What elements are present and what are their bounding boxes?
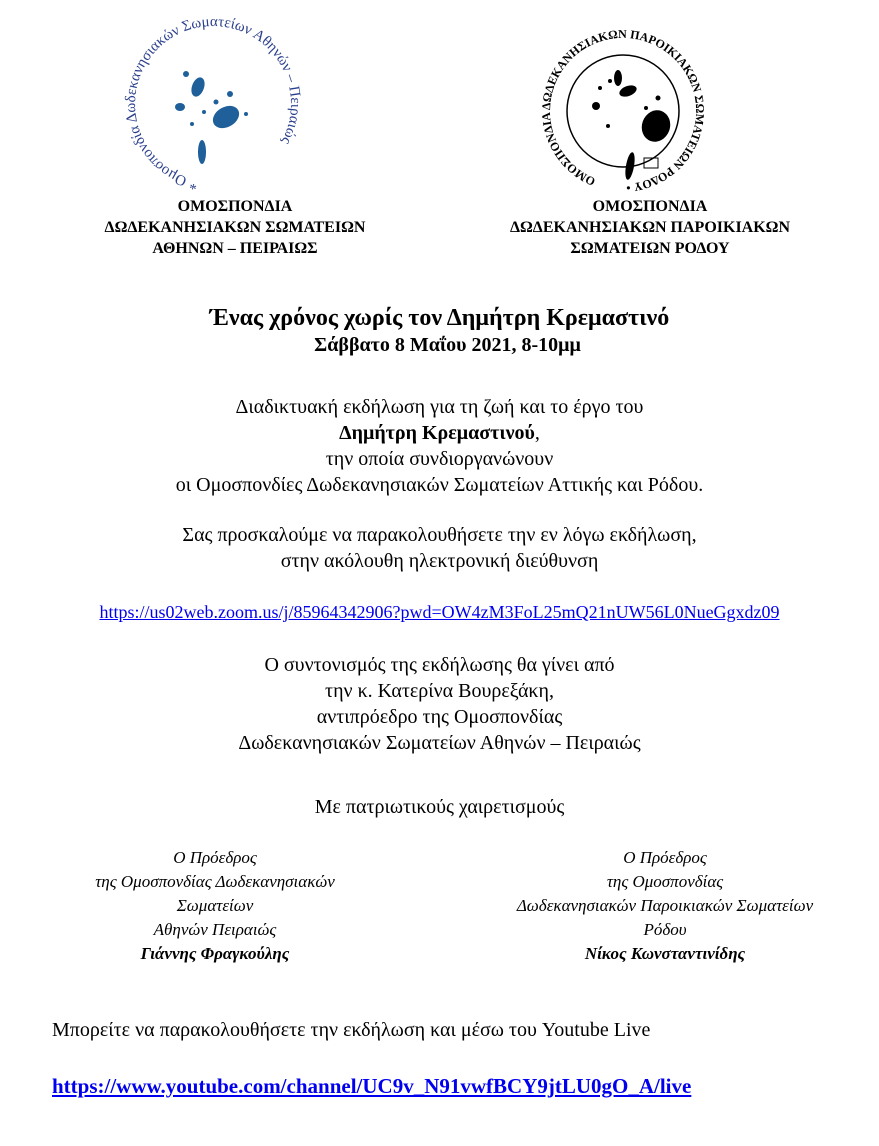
coordination-line: αντιπρόεδρο της Ομοσπονδίας [316,706,563,728]
event-title: Ένας χρόνος χωρίς τον Δημήτρη Κρεμαστινό [209,305,670,331]
islands-map-icon [175,71,248,164]
honoree-line [0,420,879,446]
signature-line: Σωματείων [176,896,254,915]
greeting: Με πατριωτικούς χαιρετισμούς [314,796,565,818]
right-signature-block [465,846,865,966]
right-org-name [470,196,830,259]
intro-line: Διαδικτυακή εκδήλωση για τη ζωή και το έργο του [235,396,644,418]
org-line: ΣΩΜΑΤΕΙΩΝ ΡΟΔΟΥ [570,240,730,257]
left-federation-logo [118,12,308,192]
org-line: ΔΩΔΕΚΑΝΗΣΙΑΚΩΝ ΠΑΡΟΙΚΙΑΚΩΝ [509,219,791,236]
event-date: Σάββατο 8 Μαΐου 2021, 8-10μμ [314,334,581,356]
signature-line: Ρόδου [643,920,687,939]
coordination-text [0,652,879,756]
zoom-meeting-link[interactable]: https://us02web.zoom.us/j/85964342906?pwd=OW4zM3FoL25mQ21nUW56L0NueGgxdz09 [99,602,780,622]
invite-line: στην ακόλουθη ηλεκτρονική διεύθυνση [280,550,599,572]
left-logo-ring-text: * Ομοσπονδία Δωδεκανησιακών Σωματείων Αθηνών – Πειραιώς [122,13,304,192]
youtube-link-container [52,1072,691,1100]
youtube-note: Μπορείτε να παρακολουθήσετε την εκδήλωση και μέσω του Youtube Live [52,1019,651,1041]
zoom-link-container [0,600,879,624]
signature-line: της Ομοσπονδίας Δωδεκανησιακών [95,872,335,891]
signature-line: Αθηνών Πειραιώς [153,920,277,939]
org-line: ΑΘΗΝΩΝ – ΠΕΙΡΑΙΩΣ [152,240,318,257]
org-line: ΟΜΟΣΠΟΝΔΙΑ [177,198,293,215]
punctuation: , [534,422,540,444]
signatory-name: Νίκος Κωνσταντινίδης [584,944,746,963]
signature-line: Δωδεκανησιακών Παροικιακών Σωματείων [516,896,814,915]
signature-line: της Ομοσπονδίας [606,872,724,891]
invite-text [0,522,879,574]
left-org-name [60,196,410,259]
right-federation-logo [538,26,708,196]
org-line: ΔΩΔΕΚΑΝΗΣΙΑΚΩΝ ΣΩΜΑΤΕΙΩΝ [104,219,366,236]
coordination-line: την κ. Κατερίνα Βουρεξάκη, [325,680,554,702]
signature-line: Ο Πρόεδρος [623,848,707,867]
youtube-live-link[interactable]: https://www.youtube.com/channel/UC9v_N91vwfBCY9jtLU0gO_A/live [52,1074,692,1098]
right-logo-ring-text: ΟΜΟΣΠΟΝΔΙΑ ΔΩΔΕΚΑΝΗΣΙΑΚΩΝ ΠΑΡΟΙΚΙΑΚΩΝ ΣΩΜΑΤΕΙΩΝ ΡΟΔΟΥ • [538,26,708,195]
left-signature-block [40,846,390,966]
honoree-name: Δημήτρη Κρεμαστινού [339,422,535,444]
org-line: ΟΜΟΣΠΟΝΔΙΑ [592,198,708,215]
invite-line: Σας προσκαλούμε να παρακολουθήσετε την εν λόγω εκδήλωση, [182,524,697,546]
intro-line: την οποία συνδιοργανώνουν [325,448,554,470]
signatory-name: Γιάννης Φραγκούλης [140,944,290,963]
intro-line: οι Ομοσπονδίες Δωδεκανησιακών Σωματείων Αττικής και Ρόδου. [175,474,704,496]
coordination-line: Δωδεκανησιακών Σωματείων Αθηνών – Πειραιώς [238,732,641,754]
signature-line: Ο Πρόεδρος [173,848,257,867]
coordination-line: Ο συντονισμός της εκδήλωσης θα γίνει από [264,654,615,676]
intro-text [0,394,879,498]
